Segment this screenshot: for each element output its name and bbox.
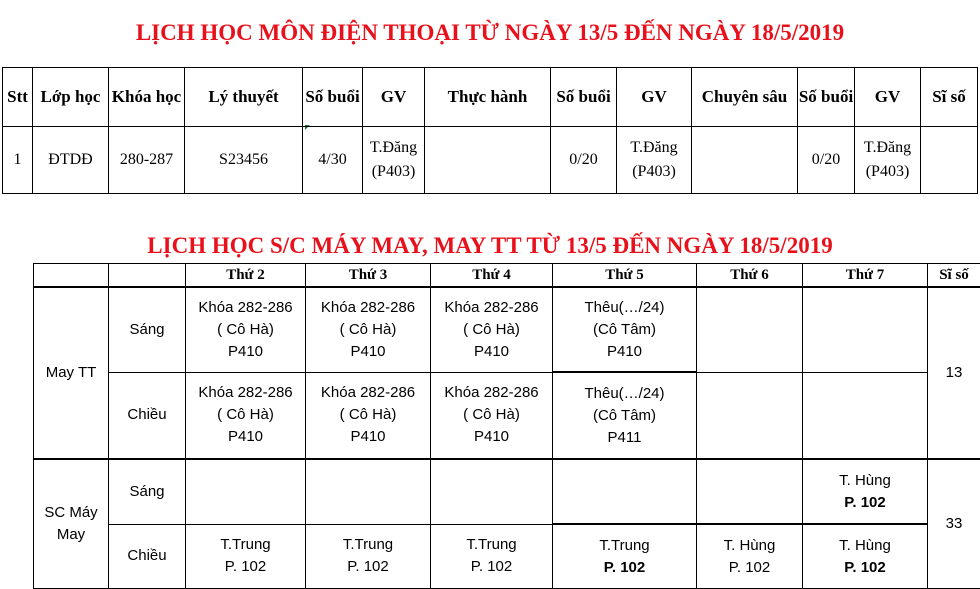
cell-thu-4[interactable]: Khóa 282-286 ( Cô Hà) P410 <box>431 287 553 372</box>
header-blank <box>109 264 186 288</box>
session-sang[interactable]: Sáng <box>109 287 186 372</box>
header-gv: GV <box>363 68 425 127</box>
header-thu-2: Thứ 2 <box>186 264 306 288</box>
header-gv: GV <box>617 68 692 127</box>
cell-so-buoi[interactable]: 0/20 <box>551 127 617 194</box>
cell-thu-5[interactable]: T.Trung P. 102 <box>553 524 697 589</box>
cell-thu-3[interactable]: Khóa 282-286 ( Cô Hà) P410 <box>306 372 431 459</box>
header-thu-3: Thứ 3 <box>306 264 431 288</box>
cell-thu-7[interactable] <box>803 287 928 372</box>
cell-thu-7[interactable]: T. Hùng P. 102 <box>803 524 928 589</box>
cell-thu-3[interactable] <box>306 459 431 524</box>
cell-si-so[interactable]: 13 <box>928 287 980 459</box>
cell-thu-5[interactable]: Thêu(…/24) (Cô Tâm) P410 <box>553 287 697 372</box>
group-sc-may-may[interactable]: SC Máy May <box>34 459 109 589</box>
cell-thu-4[interactable]: T.Trung P. 102 <box>431 524 553 589</box>
cell-thu-6[interactable]: T. Hùng P. 102 <box>697 524 803 589</box>
table-row <box>34 459 980 524</box>
cell-lop-hoc[interactable]: ĐTDĐ <box>33 127 109 194</box>
cell-chuyen-sau[interactable] <box>692 127 798 194</box>
cell-thu-2[interactable]: Khóa 282-286 ( Cô Hà) P410 <box>186 287 306 372</box>
header-blank <box>34 264 109 288</box>
header-thuc-hanh: Thực hành <box>425 68 551 127</box>
cell-thu-5[interactable] <box>553 459 697 524</box>
header-stt: Stt <box>3 68 33 127</box>
session-chieu[interactable]: Chiều <box>109 524 186 589</box>
schedule-title-phone: LỊCH HỌC MÔN ĐIỆN THOẠI TỪ NGÀY 13/5 ĐẾN NGÀY 18/5/2019 <box>0 20 980 46</box>
session-chieu[interactable]: Chiều <box>109 372 186 459</box>
header-thu-6: Thứ 6 <box>697 264 803 288</box>
cell-thu-7[interactable] <box>803 372 928 459</box>
session-sang[interactable]: Sáng <box>109 459 186 524</box>
cell-thu-2[interactable]: Khóa 282-286 ( Cô Hà) P410 <box>186 372 306 459</box>
header-gv: GV <box>855 68 921 127</box>
cell-thu-2[interactable] <box>186 459 306 524</box>
table-row <box>34 287 980 372</box>
cell-thu-4[interactable] <box>431 459 553 524</box>
cell-khoa-hoc[interactable]: 280-287 <box>109 127 185 194</box>
header-si-so: Sĩ số <box>928 264 980 288</box>
cell-thu-6[interactable] <box>697 459 803 524</box>
cell-stt[interactable]: 1 <box>3 127 33 194</box>
cell-si-so[interactable]: 33 <box>928 459 980 589</box>
header-chuyen-sau: Chuyên sâu <box>692 68 798 127</box>
phone-schedule-table <box>2 67 978 194</box>
header-si-so: Sĩ số <box>921 68 978 127</box>
sewing-schedule-table <box>33 263 980 589</box>
cell-thu-6[interactable] <box>697 372 803 459</box>
header-thu-5: Thứ 5 <box>553 264 697 288</box>
table-row <box>3 127 978 194</box>
header-lop-hoc: Lớp học <box>33 68 109 127</box>
cell-ly-thuyet[interactable]: S23456 <box>185 127 303 194</box>
table-row <box>34 524 980 589</box>
header-ly-thuyet: Lý thuyết <box>185 68 303 127</box>
cell-gv[interactable]: T.Đăng (P403) <box>363 127 425 194</box>
cell-thu-4[interactable]: Khóa 282-286 ( Cô Hà) P410 <box>431 372 553 459</box>
cell-si-so[interactable] <box>921 127 978 194</box>
cell-thuc-hanh[interactable] <box>425 127 551 194</box>
table-row <box>34 372 980 459</box>
table-header-row <box>3 68 978 127</box>
cell-so-buoi[interactable]: 0/20 <box>798 127 855 194</box>
cell-thu-6[interactable] <box>697 287 803 372</box>
header-thu-7: Thứ 7 <box>803 264 928 288</box>
cell-so-buoi[interactable]: 4/30 <box>303 127 363 194</box>
cell-gv[interactable]: T.Đăng (P403) <box>855 127 921 194</box>
header-thu-4: Thứ 4 <box>431 264 553 288</box>
cell-thu-5[interactable]: Thêu(…/24) (Cô Tâm) P411 <box>553 372 697 459</box>
cell-thu-7[interactable]: T. Hùng P. 102 <box>803 459 928 524</box>
table-header-row <box>34 264 980 288</box>
header-so-buoi: Số buổi <box>303 68 363 127</box>
header-so-buoi: Số buổi <box>551 68 617 127</box>
cell-gv[interactable]: T.Đăng (P403) <box>617 127 692 194</box>
schedule-title-sewing: LỊCH HỌC S/C MÁY MAY, MAY TT TỪ 13/5 ĐẾN NGÀY 18/5/2019 <box>0 233 980 259</box>
group-may-tt[interactable]: May TT <box>34 287 109 459</box>
header-khoa-hoc: Khóa học <box>109 68 185 127</box>
cell-thu-3[interactable]: Khóa 282-286 ( Cô Hà) P410 <box>306 287 431 372</box>
header-so-buoi: Số buổi <box>798 68 855 127</box>
cell-thu-3[interactable]: T.Trung P. 102 <box>306 524 431 589</box>
cell-thu-2[interactable]: T.Trung P. 102 <box>186 524 306 589</box>
